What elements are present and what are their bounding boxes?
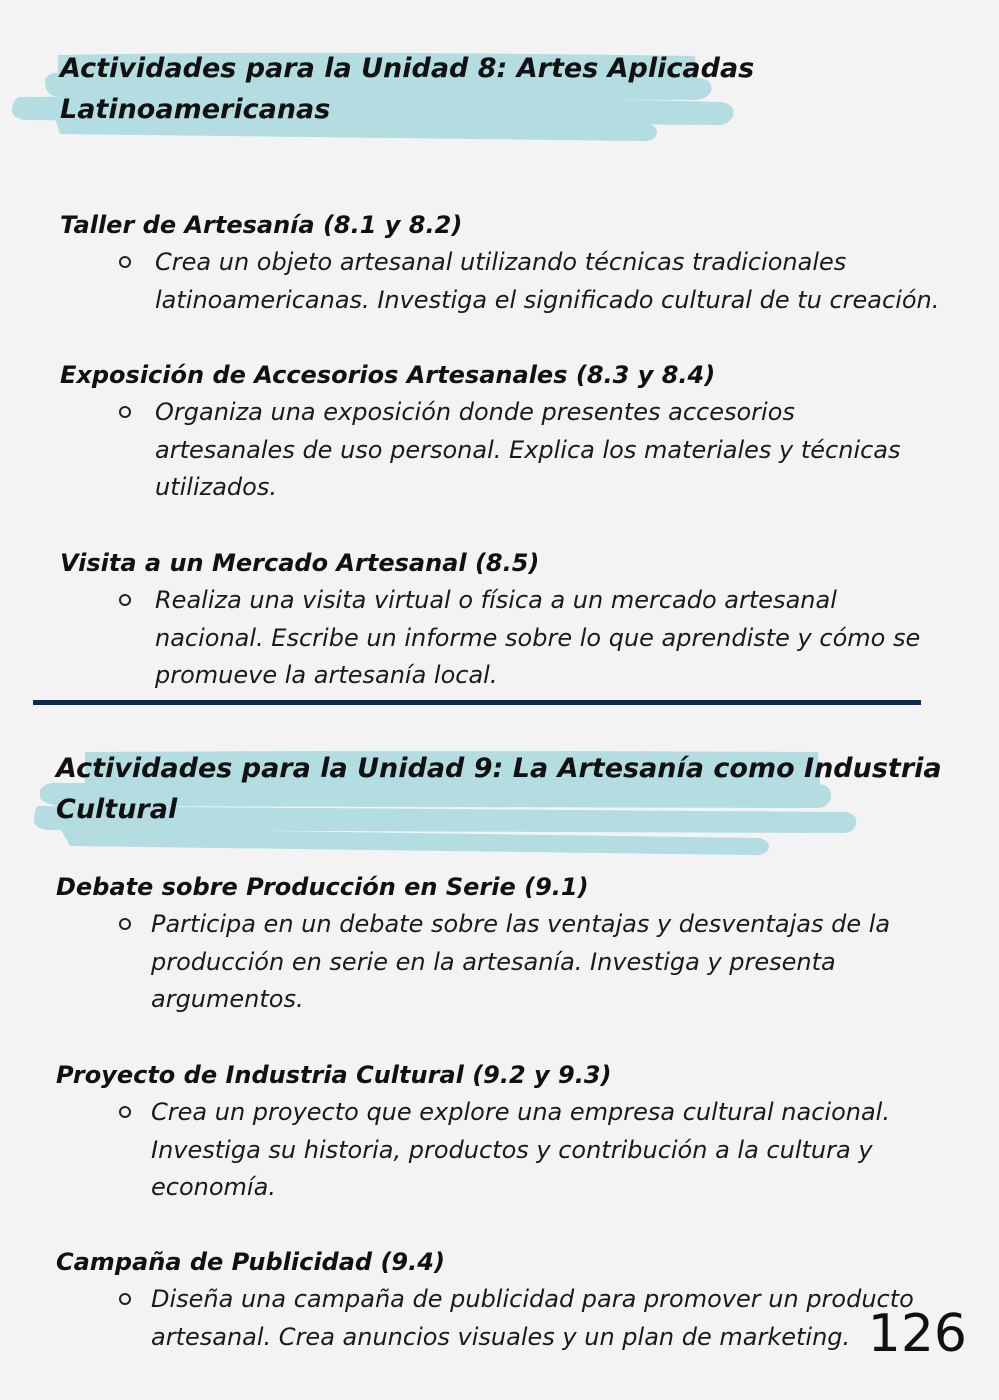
activity-text-line: Participa en un debate sobre las ventajas y desventajas de la — [151, 910, 891, 938]
activity-debate — [56, 871, 890, 1019]
activity-text-line: argumentos. — [151, 985, 304, 1013]
activity-text-line: producción en serie en la artesanía. Investiga y presenta — [151, 947, 836, 976]
activity-taller — [60, 209, 939, 319]
activity-proyecto — [56, 1059, 890, 1207]
circle-bullet-icon — [119, 256, 131, 268]
activity-text-line: Crea un objeto artesanal utilizando técnicas tradicionales — [155, 248, 847, 276]
activity-mercado — [60, 547, 920, 695]
activity-text-line: Realiza una visita virtual o física a un mercado artesanal — [155, 586, 837, 614]
circle-bullet-icon — [119, 1106, 131, 1118]
activity-text-line: nacional. Escribe un informe sobre lo que aprendiste y cómo se — [155, 623, 921, 652]
activity-title: Proyecto de Industria Cultural (9.2 y 9.3) — [56, 1061, 612, 1089]
list-item — [56, 1281, 914, 1356]
unit8-title-line1: Actividades para la Unidad 8: Artes Aplicadas — [60, 53, 755, 84]
activity-text-line: utilizados. — [155, 473, 277, 501]
unit8-title-line2: Latinoamericanas — [60, 94, 331, 125]
list-item — [60, 394, 901, 507]
activity-title: Taller de Artesanía (8.1 y 8.2) — [60, 211, 463, 239]
activity-text-line: Organiza una exposición donde presentes accesorios — [155, 398, 795, 426]
circle-bullet-icon — [119, 594, 131, 606]
circle-bullet-icon — [119, 406, 131, 418]
unit8-title — [60, 48, 754, 130]
unit9-title-line1: Actividades para la Unidad 9: La Artesanía como Industria — [56, 753, 942, 784]
activity-title: Campaña de Publicidad (9.4) — [56, 1248, 445, 1276]
list-item — [60, 582, 920, 695]
activity-text-line: artesanales de uso personal. Explica los materiales y técnicas — [155, 435, 901, 464]
activity-text-line: economía. — [151, 1173, 276, 1201]
section-divider — [33, 700, 921, 705]
activity-text-line: artesanal. Crea anuncios visuales y un plan de marketing. — [151, 1322, 851, 1351]
list-item — [56, 1094, 890, 1207]
activity-campana — [56, 1246, 914, 1356]
list-item — [56, 906, 890, 1019]
unit9-title — [56, 748, 942, 830]
circle-bullet-icon — [119, 1293, 131, 1305]
activity-exposicion — [60, 359, 901, 507]
activity-text-line: Crea un proyecto que explore una empresa cultural nacional. — [151, 1098, 890, 1126]
list-item — [60, 244, 939, 319]
activity-title: Exposición de Accesorios Artesanales (8.3 y 8.4) — [60, 361, 716, 389]
activity-title: Visita a un Mercado Artesanal (8.5) — [60, 549, 540, 577]
circle-bullet-icon — [119, 918, 131, 930]
activity-title: Debate sobre Producción en Serie (9.1) — [56, 873, 589, 901]
page-number: 126 — [867, 1304, 967, 1364]
activity-text-line: Diseña una campaña de publicidad para promover un producto — [151, 1285, 914, 1313]
activity-text-line: promueve la artesanía local. — [155, 661, 498, 689]
activity-text-line: Investiga su historia, productos y contribución a la cultura y — [151, 1135, 873, 1164]
unit9-title-line2: Cultural — [56, 794, 178, 825]
activity-text-line: latinoamericanas. Investiga el significado cultural de tu creación. — [155, 285, 940, 314]
